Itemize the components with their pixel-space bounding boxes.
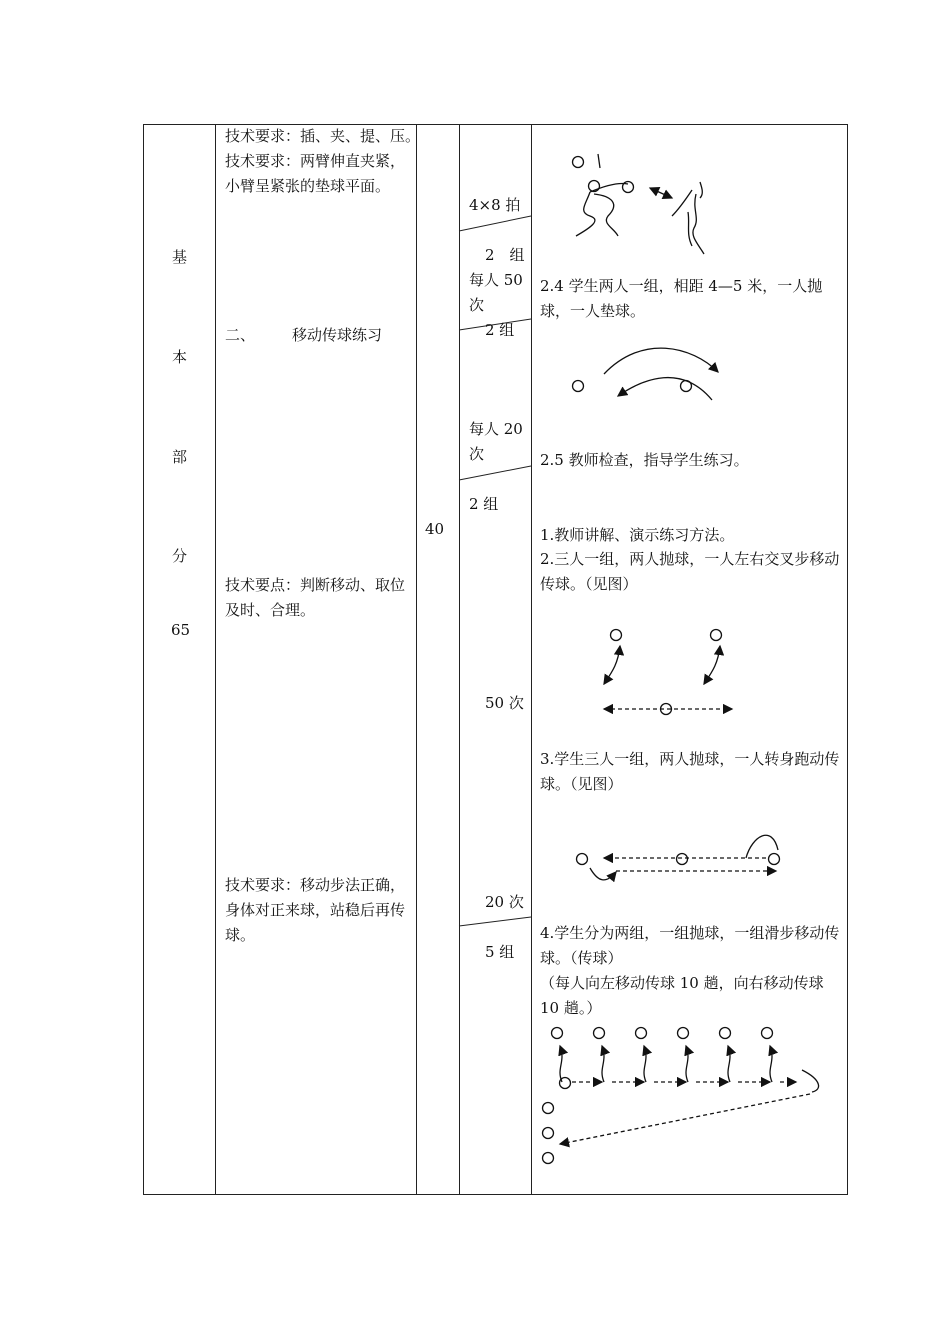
turn-run-diagram <box>577 835 780 880</box>
section-char: 部 <box>172 448 188 466</box>
part2-number: 二、 <box>225 326 256 344</box>
method-step-2: 2.三人一组，两人抛球，一人左右交叉步移动传球。（见图） <box>540 550 840 593</box>
load-divider <box>459 917 531 926</box>
section-char: 分 <box>172 547 188 565</box>
technique-point: 技术要点：判断移动、取位及时、合理。 <box>225 576 406 619</box>
load-divider <box>459 216 531 231</box>
cross-step-diagram <box>604 630 732 715</box>
column-divider <box>215 125 216 1194</box>
part2-title: 移动传球练习 <box>292 326 383 344</box>
method-2-5: 2.5 教师检查，指导学生练习。 <box>540 451 749 469</box>
technique-requirement-2: 技术要求：两臂伸直夹紧，小臂呈紧张的垫球平面。 <box>225 152 406 195</box>
load-groups: 2 组 <box>485 321 515 339</box>
load-groups: 5 组 <box>485 943 515 961</box>
load-reps: 20 次 <box>485 893 524 911</box>
load-divider <box>459 466 531 480</box>
load-reps: 每人 20 次 <box>469 420 523 463</box>
moving-pass-diagram <box>573 348 719 400</box>
method-step-4-note: （每人向左移动传球 10 趟，向右移动传球 10 趟。） <box>540 974 824 1017</box>
section-char: 本 <box>172 348 188 366</box>
pair-dig-diagram <box>573 154 705 254</box>
load-groups: 2 组 <box>485 246 525 264</box>
drill-diagrams <box>532 124 848 1195</box>
method-step-3: 3.学生三人一组，两人抛球，一人转身跑动传球。（见图） <box>540 750 840 793</box>
load-reps: 每人 50 次 <box>469 271 523 314</box>
technique-requirement-3: 技术要求：移动步法正确，身体对正来球，站稳后再传球。 <box>225 876 406 944</box>
load-beats: 4×8 拍 <box>469 196 521 214</box>
method-2-4: 2.4 学生两人一组，相距 4—5 米，一人抛球，一人垫球。 <box>540 277 823 320</box>
column-divider <box>416 125 417 1194</box>
slide-step-diagram <box>543 1028 819 1164</box>
load-groups: 2 组 <box>469 495 499 513</box>
section-char: 基 <box>172 248 188 266</box>
load-reps: 50 次 <box>485 694 524 712</box>
technique-requirement-1: 技术要求：插、夹、提、压。 <box>225 127 421 145</box>
time-minutes: 40 <box>425 520 445 538</box>
method-step-1: 1.教师讲解、演示练习方法。 <box>540 526 735 544</box>
method-step-4: 4.学生分为两组，一组抛球，一组滑步移动传球。（传球） <box>540 924 840 967</box>
section-minutes: 65 <box>171 621 191 639</box>
